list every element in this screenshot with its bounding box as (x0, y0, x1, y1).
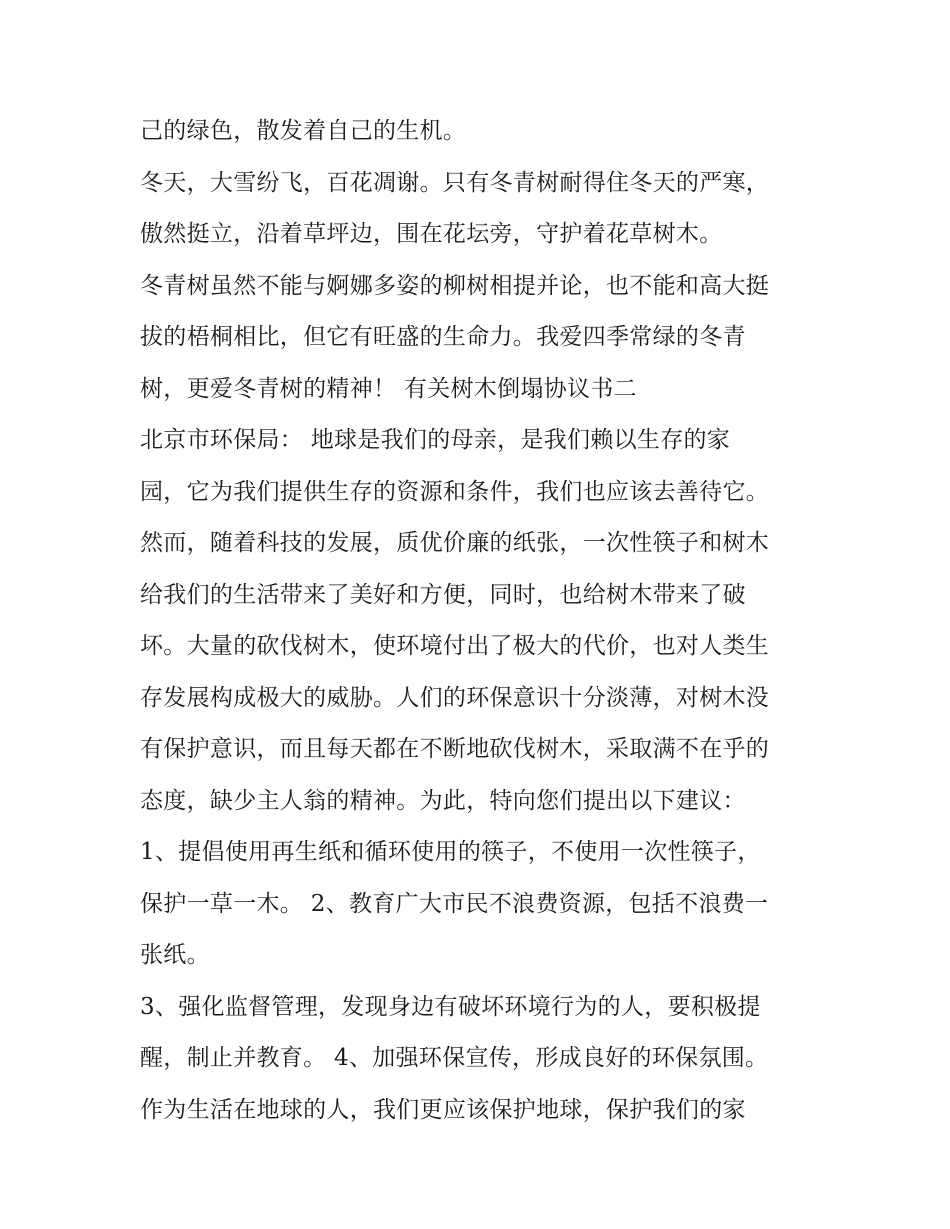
text-line: 态度，缺少主人翁的精神。为此，特向您们提出以下建议： (140, 787, 746, 814)
text-line: 保护一草一木。 2、教育广大市民不浪费资源，包括不浪费一 (140, 890, 769, 917)
text-line: 北京市环保局： 地球是我们的母亲，是我们赖以生存的家 (140, 427, 731, 453)
text-line: 1、提倡使用再生纸和循环使用的筷子，不使用一次性筷子， (140, 839, 761, 865)
text-line: 拔的梧桐相比，但它有旺盛的生命力。我爱四季常绿的冬青 (140, 324, 746, 350)
text-line: 傲然挺立，沿着草坪边，围在花坛旁，守护着花草树木。 (140, 221, 723, 247)
text-line: 醒，制止并教育。 4、加强环保宣传，形成良好的环保氛围。 (140, 1045, 769, 1071)
text-line: 园，它为我们提供生存的资源和条件，我们也应该去善待它。 (140, 478, 770, 505)
document-body (140, 106, 820, 1136)
text-line: 己的绿色，散发着自己的生机。 (140, 118, 467, 144)
text-line: 冬青树虽然不能与婀娜多姿的柳树相提并论，也不能和高大挺 (140, 272, 770, 299)
text-line: 树，更爱冬青树的精神！ 有关树木倒塌协议书二 (140, 375, 637, 402)
text-line: 张纸。 (140, 942, 210, 968)
text-line: 冬天，大雪纷飞，百花凋谢。只有冬青树耐得住冬天的严寒， (140, 169, 770, 196)
text-line: 然而，随着科技的发展，质优价廉的纸张，一次性筷子和树木 (140, 530, 770, 556)
text-line: 有保护意识，而且每天都在不断地砍伐树木，采取满不在乎的 (140, 736, 770, 762)
text-line: 3、强化监督管理，发现身边有破坏环境行为的人，要积极提 (140, 993, 761, 1020)
text-line: 作为生活在地球的人，我们更应该保护地球，保护我们的家 (140, 1096, 746, 1123)
text-line: 给我们的生活带来了美好和方便，同时，也给树木带来了破 (140, 581, 746, 608)
text-line: 存发展构成极大的威胁。人们的环保意识十分淡薄，对树木没 (140, 684, 770, 711)
text-line: 坏。大量的砍伐树木，使环境付出了极大的代价，也对人类生 (140, 633, 770, 659)
